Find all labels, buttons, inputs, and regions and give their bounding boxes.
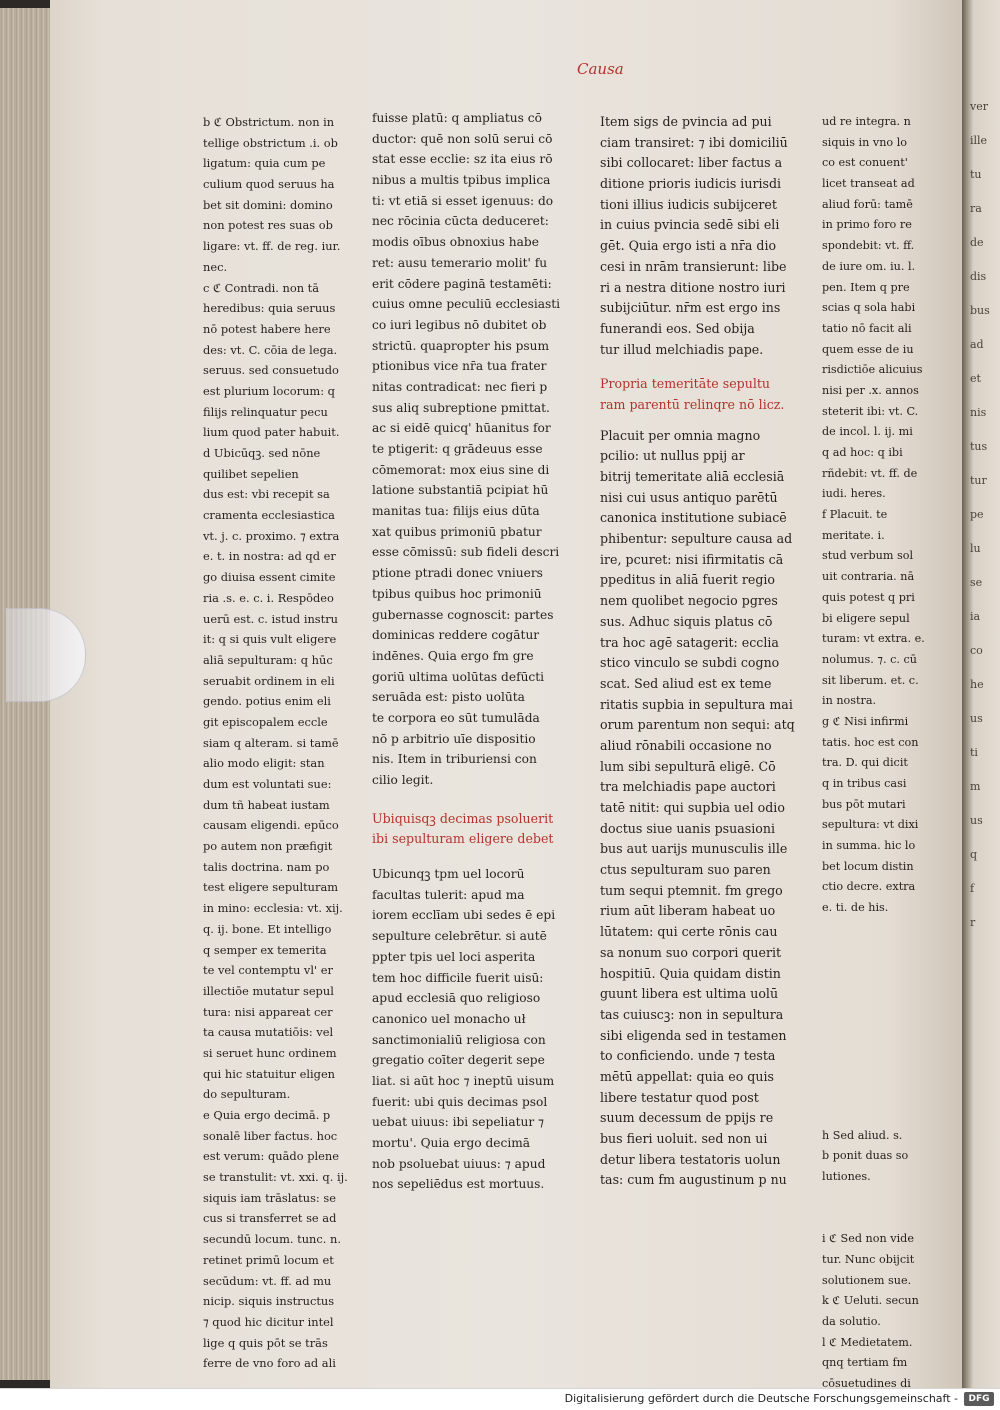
text-line: tas: cum fm augustinum p nu [600,1172,787,1188]
text-line: tur illud melchiadis pape. [600,341,764,357]
facing-page-fragment: et [970,372,981,385]
gloss-line: ta causa mutatiōis: vel [203,1025,334,1040]
gloss-line: si seruet hunc ordinem [203,1045,337,1060]
text-line: ppeditus in aliā fuerit regio [600,572,776,588]
gloss-line: b ℭ Obstrictum. non in [203,115,335,129]
facing-page-fragment: ille [970,134,988,147]
text-line: orum parentum non sequi: atq [600,717,795,733]
text-line: nem quolibet negocio pgres [600,593,778,609]
gloss-line: retinet primū locum et [203,1252,334,1267]
facing-page-fragment: ad [970,338,984,351]
text-line: nitas contradicat: nec fieri p [372,379,548,394]
facing-page-fragment: ra [970,202,982,215]
gloss-line: e Quia ergo decimā. p [203,1108,331,1122]
text-line: mortu'. Quia ergo decimā [372,1136,531,1150]
text-line: erit cōdere paginā testamēti: [372,276,552,291]
gloss-line: rñdebit: vt. ff. de [822,466,918,480]
text-line: nec rōcinia cūcta deduceret: [372,214,549,229]
gloss-line: bus pōt mutari [822,797,906,811]
text-line: Item sigs de pvincia ad pui [600,114,772,129]
text-line: Ubicunqꝫ tpm uel locorū [372,867,525,882]
text-line: uebat uiuus: ibi sepeliatur ⁊ [372,1115,545,1130]
text-line: hospitiū. Quia quidam distin [600,965,781,981]
gloss-line: risdictiōe alicuius [822,363,923,377]
text-line: liat. si aūt hoc ⁊ ineptū uisum [372,1073,555,1088]
gloss-line [822,1064,942,1085]
gloss-line: dum tñ habeat iustam [203,797,330,812]
text-line: esse cōmissū: sub fideli descri [372,545,560,560]
text-line: ritatis supbia in sepultura mai [600,696,793,712]
text-line: mētū appellat: quia eo quis [600,1068,774,1084]
gloss-line: nicip. siquis instructus [203,1294,335,1309]
gloss-line: cramenta ecclesiastica [203,508,335,523]
text-line: tra hoc agē satagerit: ecclia [600,634,779,650]
gloss-line: steterit ibi: vt. C. [822,404,919,418]
text-line: scat. Sed aliud est ex teme [600,675,772,691]
text-line: ret: ausu temerario molit' fu [372,255,548,270]
gloss-line: q ad hoc: q ibi [822,446,903,459]
facing-page-fragment: tur [970,474,987,487]
text-line: tioni illius iudicis subijceret [600,196,777,212]
facing-page-fragment: tus [970,440,988,453]
text-line: tas cuiuscꝫ: non in sepultura [600,1006,784,1022]
text-line: strictū. quapropter his psum [372,338,550,353]
gloss-line [822,1208,942,1229]
facing-page-fragment: bus [970,304,990,317]
text-line: apud ecclesiā quo religioso [372,991,541,1006]
facing-page-fragment: ia [970,610,981,623]
text-line: nis. Item in triburiensi con [372,752,537,767]
text-line: fuisse platū: q ampliatus cō [372,111,542,125]
text-line: manitas tua: filijs eius dūta [372,504,540,519]
gloss-line: in summa. hic lo [822,839,916,853]
text-line: cilio legit. [372,773,434,787]
gloss-line: gendo. potius enim eli [203,694,331,709]
gloss-line: k ℭ Ueluti. secun [822,1294,919,1308]
gloss-line: est verum: quādo plene [203,1149,339,1164]
text-line: goriū ultima uolūtas defūcti [372,669,545,684]
text-line: nō p arbitrio uīe dispositio [372,731,536,746]
text-line: te corpora eo sūt tumulāda [372,710,540,725]
gloss-line: it: q si quis vult eligere [203,632,337,647]
gloss-line: causam eligendi. epūco [203,818,339,833]
gloss-line: talis doctrina. nam po [203,859,330,874]
gloss-line: po autem non præfigit [203,839,333,854]
text-line: tpibus quibus hoc primoniū [372,586,542,601]
gloss-line: cōsuetudines di [822,1376,911,1388]
text-line: ac si eidē quicq' hūanitus for [372,421,551,436]
gloss-line: go diuisa essent cimite [203,570,336,585]
gloss-line [822,1188,942,1209]
text-line: sus. Adhuc siquis platus cō [600,613,773,629]
gloss-line: iudi. heres. [822,487,886,501]
gloss-line: sepultura: vt dixi [822,818,919,832]
text-line: indēnes. Quia ergo fm gre [372,648,534,663]
text-line: ppter tpis uel loci asperita [372,949,536,964]
facing-page-fragment: r [970,916,976,929]
facing-page-fragment: q [970,848,978,861]
gloss-line: nisi per .x. annos [822,383,919,397]
text-line: tatē nitit: qui supbia uel odio [600,800,785,815]
gloss-line: in mino: ecclesia: vt. xij. [203,901,343,916]
text-line: nisi cui usus antiquo parētū [600,489,778,505]
gloss-line: lium quod pater habuit. [203,425,340,440]
text-line: lūtatem: qui certe rōnis cau [600,924,778,940]
gloss-line [822,1084,942,1105]
gloss-line: est plurium locorum: q [203,383,335,398]
facing-page-fragment: pe [970,508,984,521]
text-line: sibi collocaret: liber factus a [600,155,783,171]
gloss-line [822,981,942,1002]
gloss-line: dus est: vbi recepit sa [203,487,330,502]
text-line: guunt libera est ultima uolū [600,986,779,1002]
gloss-line: q. ij. bone. Et intelligo [203,921,332,936]
text-line: seruāda est: pisto uolūta [372,690,525,705]
gloss-line: e. ti. de his. [822,901,889,915]
text-line: ductor: quē non solū serui cō [372,131,553,146]
gloss-line: vt. j. c. proximo. ⁊ extra [203,528,340,543]
text-line: iorem ecclīam ubi sedes ē epi [372,908,556,923]
gloss-line: uit contraria. nā [822,570,915,584]
gloss-line: uerū est. c. istud instru [203,611,339,626]
gloss-line: des: vt. C. cōia de lega. [203,342,338,357]
gloss-line: aliā sepulturam: q hūc [203,652,333,667]
gloss-line: ud re integra. n [822,115,911,128]
facing-page-fragment: m [970,780,981,793]
text-line: ditione prioris iudicis iurisdi [600,176,782,192]
text-line: te ptigerit: q grādeuus esse [372,442,543,456]
text-line: sanctimonialiū religiosa con [372,1032,546,1047]
text-line: subijciūtur. nr̄m est ergo ins [600,300,781,316]
gloss-line [822,1002,942,1023]
text-line: lum sibi sepulturā eligē. Cō [600,758,776,774]
gloss-line: de incol. l. ij. mi [822,425,913,439]
text-line: aliud rōnabili occasione no [600,737,772,753]
gloss-line: ferre de vno foro ad ali [203,1356,336,1371]
footer-bar [0,1388,1000,1410]
gloss-line [822,1022,942,1043]
facing-page-fragment: co [970,644,983,657]
gloss-left-column [203,112,363,1374]
text-line: ire, pcuret: nisi ifirmitatis cā [600,551,784,567]
gloss-line: ligare: vt. ff. de reg. iur. [203,239,341,254]
text-line: rium aūt liberam habeat uo [600,903,776,919]
text-line: canonico uel monacho uł [372,1011,526,1026]
gloss-line: licet transeat ad [822,177,915,191]
text-line: cesi in nrām transierunt: libe [600,258,787,274]
text-line: bitrij temeritate aliā ecclesiā [600,469,785,484]
gloss-line: bet sit domini: domino [203,197,333,212]
facing-page-fragment: us [970,712,983,725]
gloss-line: de iure om. iu. l. [822,259,916,273]
gloss-line: q in tribus casi [822,777,907,790]
gloss-line [822,960,942,981]
rubric-heading-line: Ubiquisqꝫ decimas psoluerit [372,810,554,826]
gloss-line: nō potest habere here [203,321,331,336]
text-line: sibi eligenda sed in testamen [600,1027,787,1043]
text-line: pcilio: ut nullus ppij ar [600,448,745,464]
facing-page-fragment: f [970,882,975,895]
gloss-line: meritate. i. [822,528,885,542]
text-line: modis oībus obnoxius habe [372,235,539,250]
gloss-line: f Placuit. te [822,508,888,522]
gloss-line: ctio decre. extra [822,880,916,894]
gloss-line: non potest res suas ob [203,218,333,233]
gloss-line: ria .s. e. c. i. Respōdeo [203,590,334,605]
text-line: funerandi eos. Sed obija [600,320,755,336]
text-line: xat quibus primoniū pbatur [372,524,542,539]
gloss-line: aliud forū: tamē [822,197,913,211]
gloss-line: tra. D. qui dicit [822,756,908,770]
gloss-line: in nostra. [822,694,877,708]
facing-page-fragment: tu [970,168,982,181]
facing-page-fragment: de [970,236,984,249]
gloss-line: alio modo eligit: stan [203,756,325,771]
facing-page-fragment: lu [970,542,981,555]
text-line: nob psoluebat uiuus: ⁊ apud [372,1156,546,1171]
gloss-line: tatis. hoc est con [822,735,919,749]
text-line: nibus a multis tpibus implica [372,173,551,188]
gloss-line: c ℭ Contradi. non tā [203,280,320,295]
rubric-heading-line: ibi sepulturam eligere debet [372,831,554,847]
text-line: tra melchiadis pape auctori [600,779,776,795]
text-line: Placuit per omnia magno [600,427,761,443]
gloss-line: do sepulturam. [203,1087,291,1102]
text-line: sa nonum suo corpori querit [600,944,782,960]
gloss-line: i ℭ Sed non vide [822,1232,914,1246]
gloss-line: sonalē liber factus. hoc [203,1128,338,1143]
text-line: latione substantiā pcipiat hū [372,483,549,498]
funding-credit: Digitalisierung gefördert durch die Deutsche Forschungsgemeinschaft - [564,1392,958,1405]
gloss-line: cus si transferret se ad [203,1211,337,1226]
facing-page-edge [962,0,1000,1388]
gloss-line: tatio nō facit ali [822,321,912,335]
text-line: to conficiendo. unde ⁊ testa [600,1048,776,1064]
text-line: facultas tulerit: apud ma [372,887,525,902]
rubric-heading-line: ram parentū relinqre nō licz. [600,396,785,412]
running-head: Causa [577,60,624,78]
gloss-line: lige q quis pōt se trās [203,1335,328,1350]
facing-page-fragment: dis [970,270,987,283]
gloss-line: co est conuent' [822,156,908,170]
gloss-line: seruabit ordinem in eli [203,673,335,688]
gloss-line: siquis iam trāslatus: se [203,1190,336,1205]
gloss-line: secundū locum. tunc. n. [203,1232,341,1247]
facing-page-fragment: us [970,814,983,827]
text-line: gubernasse cognoscit: partes [372,607,554,622]
text-line: cuius omne peculiū ecclesiasti [372,297,561,312]
facing-page-fragment: se [970,576,983,589]
gloss-line: quis potest q pri [822,590,915,604]
text-line: libere testatur quod post [600,1089,759,1105]
gloss-line [822,940,942,961]
gloss-line: tur. Nunc obijcit [822,1252,915,1266]
gloss-line: e. t. in nostra: ad qd er [203,549,336,564]
text-line: sus aliq subreptione pmittat. [372,400,550,415]
gloss-line: quem esse de iu [822,342,914,356]
text-line: cōmemorat: mox eius sine di [372,462,550,477]
gloss-line: dum est voluntati sue: [203,777,332,791]
text-line: co iuri legibus nō dubitet ob [372,317,547,332]
rubric-heading-line: Propria temeritāte sepultu [600,376,771,392]
text-line: gregatio coīter degerit sepe [372,1053,545,1068]
text-line: bus fieri uoluit. sed non ui [600,1131,768,1146]
gloss-line: h Sed aliud. s. [822,1128,903,1142]
gloss-line: siam q alteram. si tamē [203,735,339,750]
text-line: ptione ptradi donec vniuers [372,566,543,581]
gloss-line: bet locum distin [822,859,914,873]
gloss-line: turam: vt extra. e. [822,632,925,646]
gloss-line: nolumus. ⁊. c. cū [822,652,917,666]
gloss-line: g ℭ Nisi infirmi [822,714,909,728]
text-line: ptionibus vice nr̄a tua frater [372,359,547,374]
text-line: tum sequi ptemnit. fm grego [600,882,783,898]
gloss-line [822,1043,942,1064]
text-line: phibentur: sepulture causa ad [600,531,793,547]
text-line: canonica institutione subiacē [600,510,787,526]
gloss-line: scias q sola habi [822,301,916,315]
gloss-line: da solutio. [822,1314,881,1328]
gloss-line: spondebit: vt. ff. [822,239,915,253]
gloss-line: nec. [203,259,228,274]
gloss-line: qnq tertiam fm [822,1356,908,1370]
gloss-line: solutionem sue. [822,1273,912,1287]
dfg-logo: DFG [964,1392,994,1406]
facing-page-fragment: ver [970,100,988,113]
facing-page-fragment: he [970,678,984,691]
text-line: ti: vt etiā si esset igenuus: do [372,193,554,208]
text-line: stat esse ecclie: sz ita eius rō [372,152,553,167]
text-line: ri a nestra ditione nostro iuri [600,279,786,295]
text-line: tem hoc difficile fuerit uisū: [372,970,544,985]
gloss-line: filijs relinquatur pecu [203,404,328,419]
facing-page-fragment: nis [970,406,987,419]
gloss-line: in primo foro re [822,218,912,232]
gloss-line: se transtulit: vt. xxi. q. ij. [203,1170,348,1185]
gloss-line: illectiōe mutatur sepul [203,983,334,998]
gloss-line: tellige obstrictum .i. ob [203,135,338,150]
gloss-line: culium quod seruus ha [203,177,335,192]
text-line: ctus sepulturam suo paren [600,862,771,878]
main-text-column-left [372,108,592,1195]
gloss-line: secūdum: vt. ff. ad mu [203,1273,332,1288]
gloss-line: bi eligere sepul [822,611,910,625]
text-line: ciam transiret: ⁊ ibi domiciliū [600,134,788,150]
gloss-line: q semper ex temerita [203,942,327,957]
text-line: gēt. Quia ergo isti a nr̄a dio [600,238,777,254]
gloss-line: seruus. sed consuetudo [203,363,339,378]
gloss-line [822,1105,942,1126]
gloss-line: git episcopalem eccle [203,714,328,729]
gloss-line: tura: nisi appareat cer [203,1004,333,1019]
gloss-line: qui hic statuitur eligen [203,1066,336,1081]
gloss-line: lutiones. [822,1170,871,1184]
gloss-line: quilibet sepelien [203,466,299,481]
text-line: bus aut uarijs munusculis ille [600,841,788,857]
gloss-line: b ponit duas so [822,1149,909,1163]
gloss-line: l ℭ Medietatem. [822,1335,913,1349]
gloss-line: stud verbum sol [822,549,914,563]
text-line: doctus siue uanis psuasioni [600,820,775,836]
gloss-line: pen. Item q pre [822,280,910,294]
gloss-line: te vel contemptu vl' er [203,963,333,978]
gloss-line: heredibus: quia seruus [203,301,336,316]
text-line: dominicas reddere cogātur [372,628,540,643]
gloss-line [822,919,942,940]
text-line: fuerit: ubi quis decimas psol [372,1094,548,1109]
main-text-column-right [600,112,832,1191]
text-line: suum decessum de ppijs re [600,1110,774,1126]
text-line: detur libera testatoris uolun [600,1151,781,1167]
gloss-line: ⁊ quod hic dicitur intel [203,1314,334,1329]
text-line: stico vinculo se subdi cogno [600,655,780,671]
gloss-line: d Ubicūqꝫ. sed nōne [203,446,321,460]
facing-page-fragment: ti [970,746,978,759]
gloss-line: sit liberum. et. c. [822,673,919,687]
text-line: in cuius pvincia sedē sibi eli [600,217,780,233]
text-line: sepulture celebrētur. si autē [372,929,547,944]
gloss-line: test eligere sepulturam [203,880,339,895]
text-line: nos sepeliēdus est mortuus. [372,1177,545,1192]
gloss-line: ligatum: quia cum pe [203,156,326,171]
gloss-line: siquis in vno lo [822,135,908,149]
gloss-right-column [822,112,942,1388]
